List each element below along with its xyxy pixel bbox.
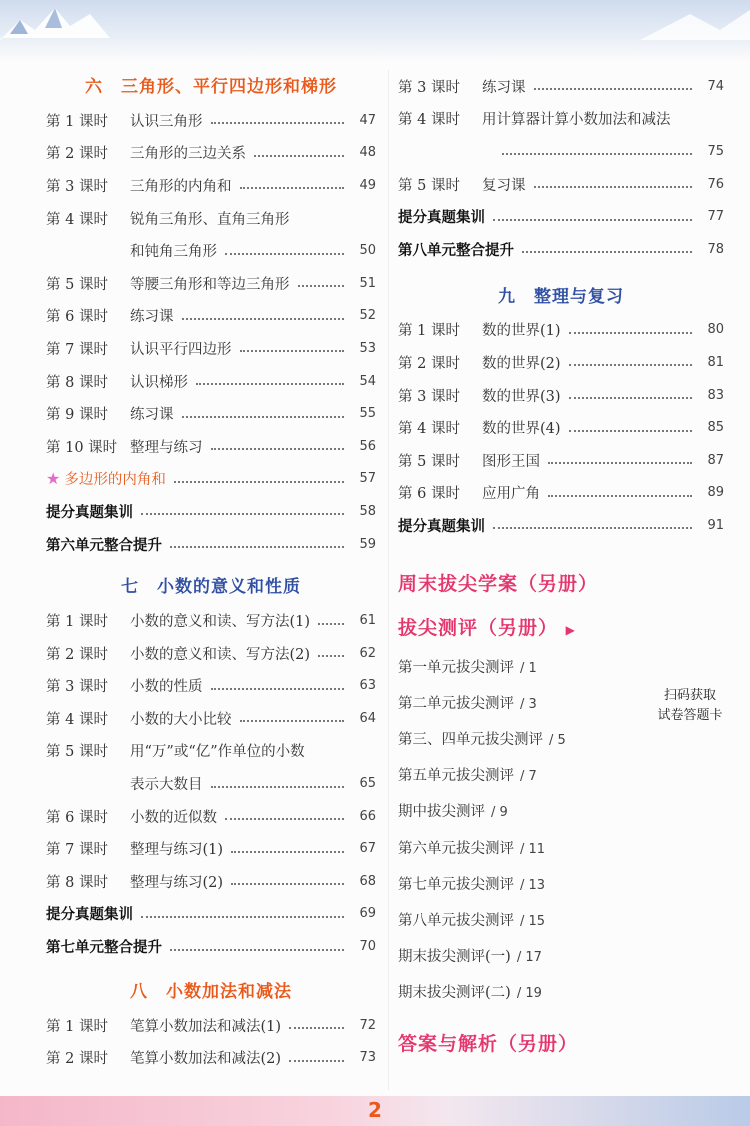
lesson-number: 第 5 课时 bbox=[46, 276, 108, 293]
toc-row[interactable] bbox=[46, 604, 376, 637]
test-item[interactable] bbox=[398, 794, 724, 830]
lesson-title: 用计算器计算小数加法和减法 bbox=[482, 112, 671, 129]
lesson-title: 等腰三角形和等边三角形 bbox=[130, 276, 290, 293]
leader-dots bbox=[502, 153, 692, 155]
page-ref: 81 bbox=[707, 354, 724, 370]
toc-row[interactable] bbox=[46, 104, 376, 137]
page-ref: 48 bbox=[359, 145, 376, 161]
page-ref: 67 bbox=[359, 841, 376, 857]
lesson-title: 锐角三角形、直角三角形 bbox=[130, 211, 290, 228]
lesson-title: 数的世界(1) bbox=[482, 323, 561, 340]
leader-dots bbox=[182, 318, 345, 320]
toc-row-unit-summary[interactable]: 第七单元整合提升 70 bbox=[46, 939, 376, 957]
leader-dots bbox=[254, 155, 344, 157]
lesson-number: 第 4 课时 bbox=[46, 211, 108, 228]
lesson-number: 第 4 课时 bbox=[46, 711, 108, 728]
lesson-number: 第 1 课时 bbox=[46, 614, 108, 631]
lesson-title: 笔算小数加法和减法(2) bbox=[130, 1051, 282, 1068]
page-ref: 75 bbox=[707, 143, 724, 159]
lesson-number: 第 1 课时 bbox=[398, 323, 460, 340]
toc-row[interactable] bbox=[46, 735, 376, 768]
lesson-number: 第 1 课时 bbox=[46, 113, 108, 130]
test-title: 第六单元拔尖测评 bbox=[398, 840, 514, 857]
page-ref: 74 bbox=[707, 78, 724, 94]
test-title: 期末拔尖测评(二) bbox=[398, 985, 511, 1002]
toc-row[interactable] bbox=[46, 1041, 376, 1074]
column-divider bbox=[388, 70, 389, 1090]
test-title: 第一单元拔尖测评 bbox=[398, 659, 514, 676]
page-ref: 87 bbox=[707, 452, 724, 468]
lesson-title: 整理与练习 bbox=[130, 439, 203, 456]
page-ref: 68 bbox=[359, 873, 376, 889]
toc-row[interactable] bbox=[398, 379, 724, 412]
toc-row[interactable] bbox=[46, 1009, 376, 1042]
lesson-title: 三角形的三边关系 bbox=[130, 146, 246, 163]
leader-dots bbox=[170, 546, 344, 548]
lesson-title: 练习课 bbox=[130, 309, 174, 326]
test-page: / 11 bbox=[520, 841, 546, 857]
page-ref: 63 bbox=[359, 678, 376, 694]
page-ref: 56 bbox=[359, 438, 376, 454]
leader-dots bbox=[318, 623, 344, 625]
toc-row[interactable] bbox=[398, 135, 724, 168]
leader-dots bbox=[569, 397, 692, 399]
lesson-number: 第 6 课时 bbox=[398, 486, 460, 503]
toc-row[interactable] bbox=[46, 865, 376, 898]
toc-row[interactable] bbox=[46, 832, 376, 865]
leader-dots bbox=[240, 187, 345, 189]
toc-row[interactable] bbox=[398, 168, 724, 201]
toc-row-review[interactable]: 提分真题集训 77 bbox=[398, 209, 724, 227]
leader-dots bbox=[141, 916, 344, 918]
lesson-title: 小数的意义和读、写方法(2) bbox=[130, 646, 311, 663]
leader-dots bbox=[231, 883, 344, 885]
test-page: / 1 bbox=[520, 660, 537, 676]
toc-row[interactable] bbox=[46, 300, 376, 333]
page-ref: 62 bbox=[359, 645, 376, 661]
lesson-number: 第 6 课时 bbox=[46, 309, 108, 326]
page-ref: 85 bbox=[707, 420, 724, 436]
lesson-title: 整理与练习(2) bbox=[130, 874, 224, 891]
test-title: 第二单元拔尖测评 bbox=[398, 695, 514, 712]
toc-row[interactable] bbox=[46, 202, 376, 235]
leader-dots bbox=[211, 448, 345, 450]
lesson-title: 小数的近似数 bbox=[130, 809, 217, 826]
lesson-number: 第 5 课时 bbox=[398, 453, 460, 470]
leader-dots bbox=[141, 513, 344, 515]
lesson-number: 第 7 课时 bbox=[46, 341, 108, 358]
page-ref: 47 bbox=[359, 112, 376, 128]
lesson-number: 第 4 课时 bbox=[398, 421, 460, 438]
test-page: / 7 bbox=[520, 769, 537, 785]
page-ref: 53 bbox=[359, 340, 376, 356]
leader-dots bbox=[289, 1027, 344, 1029]
lesson-title: 应用广角 bbox=[482, 486, 540, 503]
toc-row[interactable] bbox=[46, 365, 376, 398]
toc-row[interactable] bbox=[398, 346, 724, 379]
page-ref: 54 bbox=[359, 373, 376, 389]
leader-dots bbox=[569, 364, 692, 366]
leader-dots bbox=[211, 786, 345, 788]
page-ref: 80 bbox=[707, 322, 724, 338]
star-icon: ★ bbox=[46, 469, 61, 489]
test-item[interactable] bbox=[398, 903, 724, 939]
weekend-supplement-title[interactable]: 周末拔尖学案（另册） bbox=[398, 572, 599, 595]
test-page: / 17 bbox=[516, 950, 542, 966]
leader-dots bbox=[493, 219, 692, 221]
page-ref: 83 bbox=[707, 387, 724, 403]
lesson-number: 第 3 课时 bbox=[46, 178, 108, 195]
test-item[interactable] bbox=[398, 867, 724, 903]
lesson-title: 笔算小数加法和减法(1) bbox=[130, 1018, 282, 1035]
leader-dots bbox=[289, 1060, 344, 1062]
test-title: 第五单元拔尖测评 bbox=[398, 768, 514, 785]
lesson-number: 第 5 课时 bbox=[46, 744, 108, 761]
page-ref: 50 bbox=[359, 243, 376, 259]
leader-dots bbox=[569, 430, 692, 432]
page-ref: 49 bbox=[359, 177, 376, 193]
lesson-number: 第 3 课时 bbox=[398, 388, 460, 405]
toc-right-column bbox=[398, 70, 724, 1066]
toc-row[interactable] bbox=[46, 800, 376, 833]
lesson-title: 用“万”或“亿”作单位的小数 bbox=[130, 744, 305, 761]
leader-dots bbox=[225, 818, 344, 820]
leader-dots bbox=[548, 462, 692, 464]
lesson-title: 练习课 bbox=[130, 407, 174, 424]
page-ref: 52 bbox=[359, 308, 376, 324]
test-item[interactable] bbox=[398, 758, 724, 794]
test-page: / 9 bbox=[491, 805, 508, 821]
toc-row[interactable] bbox=[46, 169, 376, 202]
lesson-number: 第 6 课时 bbox=[46, 809, 108, 826]
page-ref: 89 bbox=[707, 485, 724, 501]
page-ref: 61 bbox=[359, 613, 376, 629]
test-item[interactable] bbox=[398, 722, 724, 758]
leader-dots bbox=[170, 949, 344, 951]
test-title: 第三、四单元拔尖测评 bbox=[398, 732, 543, 749]
toc-row[interactable] bbox=[398, 70, 724, 103]
lesson-number: 第 7 课时 bbox=[46, 842, 108, 859]
arrow-icon: ▶ bbox=[565, 622, 576, 637]
toc-row[interactable] bbox=[398, 411, 724, 444]
lesson-title: 复习课 bbox=[482, 177, 526, 194]
page-ref: 64 bbox=[359, 710, 376, 726]
lesson-number: 第 1 课时 bbox=[46, 1018, 108, 1035]
lesson-title: 数的世界(2) bbox=[482, 355, 561, 372]
lesson-title: 和钝角三角形 bbox=[130, 244, 217, 261]
section-title-9: 九 整理与复习 bbox=[498, 286, 624, 307]
page-ref: 55 bbox=[359, 406, 376, 422]
page-number: 2 bbox=[368, 1098, 382, 1122]
leader-dots bbox=[225, 253, 344, 255]
lesson-title: 三角形的内角和 bbox=[130, 178, 232, 195]
lesson-number: 第 2 课时 bbox=[46, 1051, 108, 1068]
lesson-number: 第 10 课时 bbox=[46, 439, 118, 456]
leader-dots bbox=[534, 186, 693, 188]
toc-row[interactable] bbox=[46, 702, 376, 735]
test-title: 第七单元拔尖测评 bbox=[398, 876, 514, 893]
leader-dots bbox=[240, 350, 345, 352]
test-page: / 5 bbox=[549, 733, 566, 749]
test-item[interactable] bbox=[398, 650, 724, 686]
page-ref: 51 bbox=[359, 275, 376, 291]
test-page: / 15 bbox=[520, 914, 546, 930]
lesson-title: 认识三角形 bbox=[130, 113, 203, 130]
toc-row-review[interactable]: 提分真题集训 91 bbox=[398, 517, 724, 535]
leader-dots bbox=[493, 527, 692, 529]
test-item[interactable] bbox=[398, 975, 724, 1011]
leader-dots bbox=[231, 851, 344, 853]
answers-title[interactable]: 答案与解析（另册） bbox=[398, 1032, 579, 1055]
toc-row-review[interactable]: 提分真题集训 69 bbox=[46, 906, 376, 924]
leader-dots bbox=[196, 383, 344, 385]
toc-row[interactable] bbox=[398, 314, 724, 347]
lesson-number: 第 3 课时 bbox=[398, 79, 460, 96]
leader-dots bbox=[211, 122, 345, 124]
lesson-title: 小数的性质 bbox=[130, 679, 203, 696]
toc-row[interactable] bbox=[46, 234, 376, 267]
section-title-7: 七 小数的意义和性质 bbox=[121, 577, 301, 598]
page-ref: 72 bbox=[359, 1017, 376, 1033]
page-ref: 65 bbox=[359, 776, 376, 792]
lesson-title: 小数的大小比较 bbox=[130, 711, 232, 728]
lesson-number: 第 3 课时 bbox=[46, 679, 108, 696]
toc-row[interactable] bbox=[398, 444, 724, 477]
toc-row-special[interactable]: ★ 多边形的内角和 57 bbox=[46, 469, 376, 489]
leader-dots bbox=[534, 88, 693, 90]
lesson-number: 第 8 课时 bbox=[46, 374, 108, 391]
toc-row[interactable] bbox=[46, 430, 376, 463]
toc-row[interactable] bbox=[46, 767, 376, 800]
lesson-number: 第 5 课时 bbox=[398, 177, 460, 194]
lesson-title: 数的世界(4) bbox=[482, 421, 561, 438]
page-ref: 66 bbox=[359, 808, 376, 824]
section-title-6: 六 三角形、平行四边形和梯形 bbox=[85, 77, 337, 97]
toc-row[interactable] bbox=[46, 397, 376, 430]
lesson-number: 第 9 课时 bbox=[46, 407, 108, 424]
test-page: / 19 bbox=[516, 986, 542, 1002]
test-title: 第八单元拔尖测评 bbox=[398, 913, 514, 930]
lesson-number: 第 2 课时 bbox=[398, 355, 460, 372]
toc-row[interactable] bbox=[398, 477, 724, 510]
leader-dots bbox=[298, 285, 345, 287]
snow-mountain-decoration bbox=[0, 0, 750, 62]
lesson-number: 第 2 课时 bbox=[46, 646, 108, 663]
lesson-title: 认识梯形 bbox=[130, 374, 188, 391]
leader-dots bbox=[240, 720, 345, 722]
toc-left-column bbox=[46, 70, 376, 1074]
toc-row-review[interactable]: 提分真题集训 58 bbox=[46, 503, 376, 521]
test-item[interactable] bbox=[398, 831, 724, 867]
lesson-title: 表示大数目 bbox=[130, 777, 203, 794]
toc-row[interactable] bbox=[46, 637, 376, 670]
toc-row-unit-summary[interactable]: 第八单元整合提升 78 bbox=[398, 241, 724, 259]
test-page: / 3 bbox=[520, 696, 537, 712]
leader-dots bbox=[182, 416, 345, 418]
page-ref: 76 bbox=[707, 176, 724, 192]
toc-row[interactable] bbox=[46, 137, 376, 170]
lesson-title: 练习课 bbox=[482, 79, 526, 96]
leader-dots bbox=[211, 688, 345, 690]
qr-code-note: 扫码获取 试卷答题卡 bbox=[657, 688, 723, 723]
toc-row[interactable] bbox=[398, 103, 724, 136]
section-title-8: 八 小数加法和减法 bbox=[130, 981, 292, 1002]
toc-row-unit-summary[interactable]: 第六单元整合提升 59 bbox=[46, 536, 376, 554]
test-page: / 13 bbox=[520, 877, 546, 893]
top-decoration bbox=[0, 0, 750, 62]
lesson-number: 第 2 课时 bbox=[46, 146, 108, 163]
leader-dots bbox=[174, 481, 344, 483]
test-title: 期中拔尖测评 bbox=[398, 804, 485, 821]
leader-dots bbox=[522, 251, 692, 253]
toc-row[interactable] bbox=[46, 332, 376, 365]
lesson-title: 数的世界(3) bbox=[482, 388, 561, 405]
toc-row[interactable] bbox=[46, 267, 376, 300]
tests-title[interactable]: 拔尖测评（另册） ▶ bbox=[398, 616, 576, 639]
leader-dots bbox=[318, 655, 344, 657]
leader-dots bbox=[569, 332, 692, 334]
lesson-title: 整理与练习(1) bbox=[130, 842, 224, 859]
leader-dots bbox=[548, 495, 692, 497]
page-ref: 73 bbox=[359, 1050, 376, 1066]
lesson-number: 第 8 课时 bbox=[46, 874, 108, 891]
lesson-number: 第 4 课时 bbox=[398, 112, 460, 129]
toc-row[interactable] bbox=[46, 670, 376, 703]
test-item[interactable] bbox=[398, 939, 724, 975]
lesson-title: 小数的意义和读、写方法(1) bbox=[130, 614, 311, 631]
lesson-title: 图形王国 bbox=[482, 453, 540, 470]
lesson-title: 认识平行四边形 bbox=[130, 341, 232, 358]
test-title: 期末拔尖测评(一) bbox=[398, 949, 511, 966]
